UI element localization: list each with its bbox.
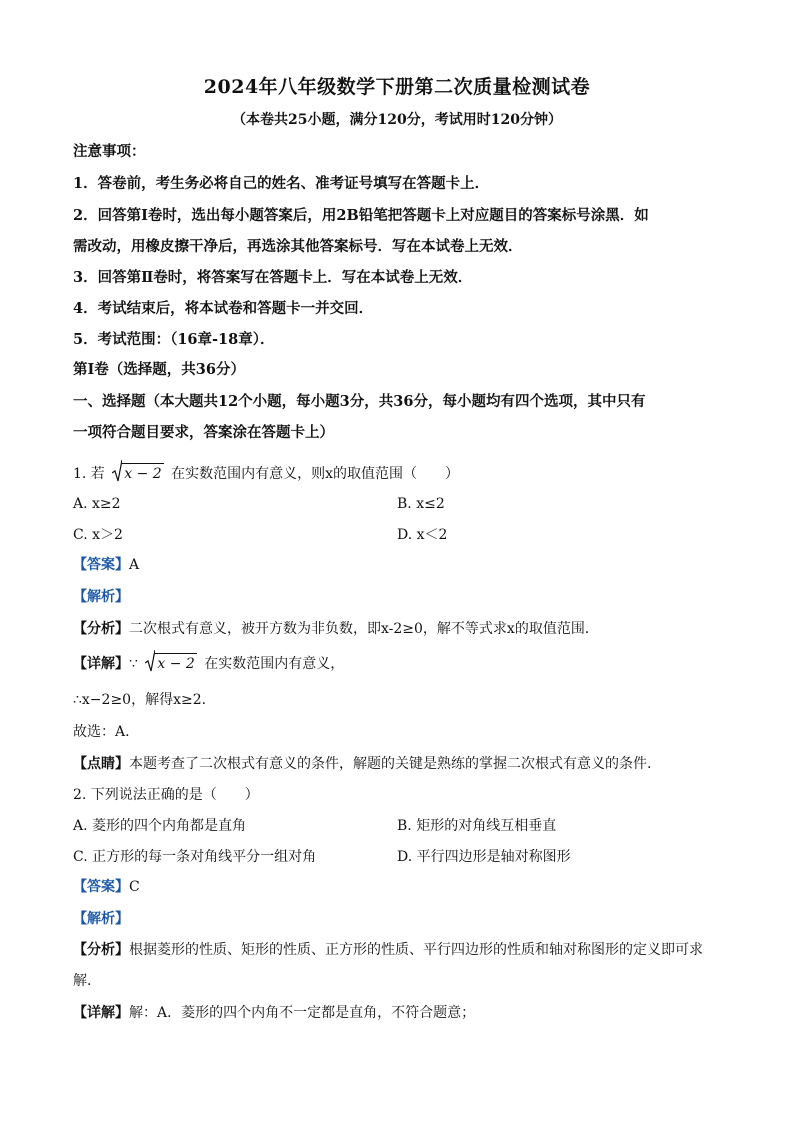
q2-option-b: B. 矩形的对角线互相垂直 bbox=[397, 818, 557, 834]
note-item: 2．回答第Ⅰ卷时，选出每小题答案后，用2B铅笔把答题卡上对应题目的答案标号涂黑．如 bbox=[73, 207, 649, 224]
radical-sign-icon bbox=[145, 649, 155, 673]
q2-xiangjie bbox=[73, 1003, 475, 1023]
dianjing-tag: 【点睛】 bbox=[73, 756, 129, 772]
section-intro: 一项符合题目要求，答案涂在答题卡上） bbox=[73, 424, 334, 441]
note-item: 需改动，用橡皮擦干净后，再选涂其他答案标号．写在本试卷上无效． bbox=[73, 238, 523, 255]
note-item: 4．考试结束后，将本试卷和答题卡一并交回． bbox=[73, 300, 374, 317]
q2-analysis-tag bbox=[73, 909, 129, 929]
q1-answer bbox=[73, 555, 139, 575]
sqrt-expression bbox=[145, 653, 196, 674]
sqrt-expression bbox=[112, 463, 163, 484]
q1-choose: 故选：A. bbox=[73, 724, 130, 740]
page-subtitle: （本卷共25小题，满分120分，考试用时120分钟） bbox=[232, 112, 562, 128]
q1-suffix: 在实数范围内有意义，则x的取值范围（ ） bbox=[171, 466, 460, 482]
xiangjie-tag: 【详解】 bbox=[73, 656, 129, 672]
q1-option-d: D. x＜2 bbox=[397, 527, 448, 543]
q2-option-c: C. 正方形的每一条对角线平分一组对角 bbox=[73, 849, 317, 865]
answer-value: A bbox=[129, 557, 140, 573]
note-item: 5．考试范围：（16章-18章）． bbox=[73, 331, 275, 348]
fenxi-tag: 【分析】 bbox=[73, 942, 129, 958]
dianjing-text: 本题考查了二次根式有意义的条件，解题的关键是熟练的掌握二次根式有意义的条件. bbox=[129, 756, 652, 772]
section-intro: 一、选择题（本大题共12个小题，每小题3分，共36分，每小题均有四个选项，其中只有 bbox=[73, 393, 646, 410]
q2-option-a: A. 菱形的四个内角都是直角 bbox=[73, 818, 247, 834]
xiangjie-prefix: ∵ bbox=[129, 656, 138, 672]
fenxi-tag: 【分析】 bbox=[73, 621, 129, 637]
notes-heading: 注意事项： bbox=[73, 143, 146, 160]
question-1-stem bbox=[73, 463, 459, 484]
answer-value: C bbox=[129, 879, 140, 895]
fenxi-text: 根据菱形的性质、矩形的性质、正方形的性质、平行四边形的性质和轴对称图形的定义即可求 bbox=[129, 942, 703, 958]
page-title: 2024年八年级数学下册第二次质量检测试卷 bbox=[203, 76, 591, 98]
q1-option-b: B. x≤2 bbox=[397, 496, 445, 512]
question-2-stem: 2. 下列说法正确的是（ ） bbox=[73, 787, 259, 803]
q1-xiangjie bbox=[73, 653, 344, 674]
q2-option-d: D. 平行四边形是轴对称图形 bbox=[397, 849, 571, 865]
q1-option-c: C. x＞2 bbox=[73, 527, 123, 543]
q1-prefix: 1. 若 bbox=[73, 466, 105, 482]
answer-tag: 【答案】 bbox=[73, 879, 129, 895]
note-item: 3．回答第Ⅱ卷时，将答案写在答题卡上．写在本试卷上无效． bbox=[73, 269, 473, 286]
section-part1: 第Ⅰ卷（选择题，共36分） bbox=[73, 361, 245, 378]
xiangjie-suffix: 在实数范围内有意义， bbox=[204, 656, 345, 672]
q1-fenxi bbox=[73, 619, 599, 639]
q1-dianjing bbox=[73, 754, 651, 774]
q2-answer bbox=[73, 877, 140, 897]
note-item: 1．答卷前，考生务必将自己的姓名、准考证号填写在答题卡上． bbox=[73, 175, 490, 192]
q1-analysis-tag bbox=[73, 587, 129, 607]
fenxi-text: 二次根式有意义，被开方数为非负数，即x-2≥0，解不等式求x的取值范围． bbox=[129, 621, 599, 637]
radical-sign-icon bbox=[112, 459, 122, 483]
q2-fenxi bbox=[73, 940, 703, 960]
analysis-tag: 【解析】 bbox=[73, 589, 129, 605]
q1-step: ∴x−2≥0，解得x≥2. bbox=[73, 692, 207, 708]
answer-tag: 【答案】 bbox=[73, 557, 129, 573]
q2-fenxi-cont: 解． bbox=[73, 973, 101, 989]
radicand: x − 2 bbox=[155, 653, 196, 674]
analysis-tag: 【解析】 bbox=[73, 911, 129, 927]
xiangjie-tag: 【详解】 bbox=[73, 1005, 129, 1021]
q1-option-a: A. x≥2 bbox=[73, 496, 121, 512]
radicand: x − 2 bbox=[122, 463, 163, 484]
xiangjie-text: 解：A．菱形的四个内角不一定都是直角，不符合题意； bbox=[129, 1005, 476, 1021]
